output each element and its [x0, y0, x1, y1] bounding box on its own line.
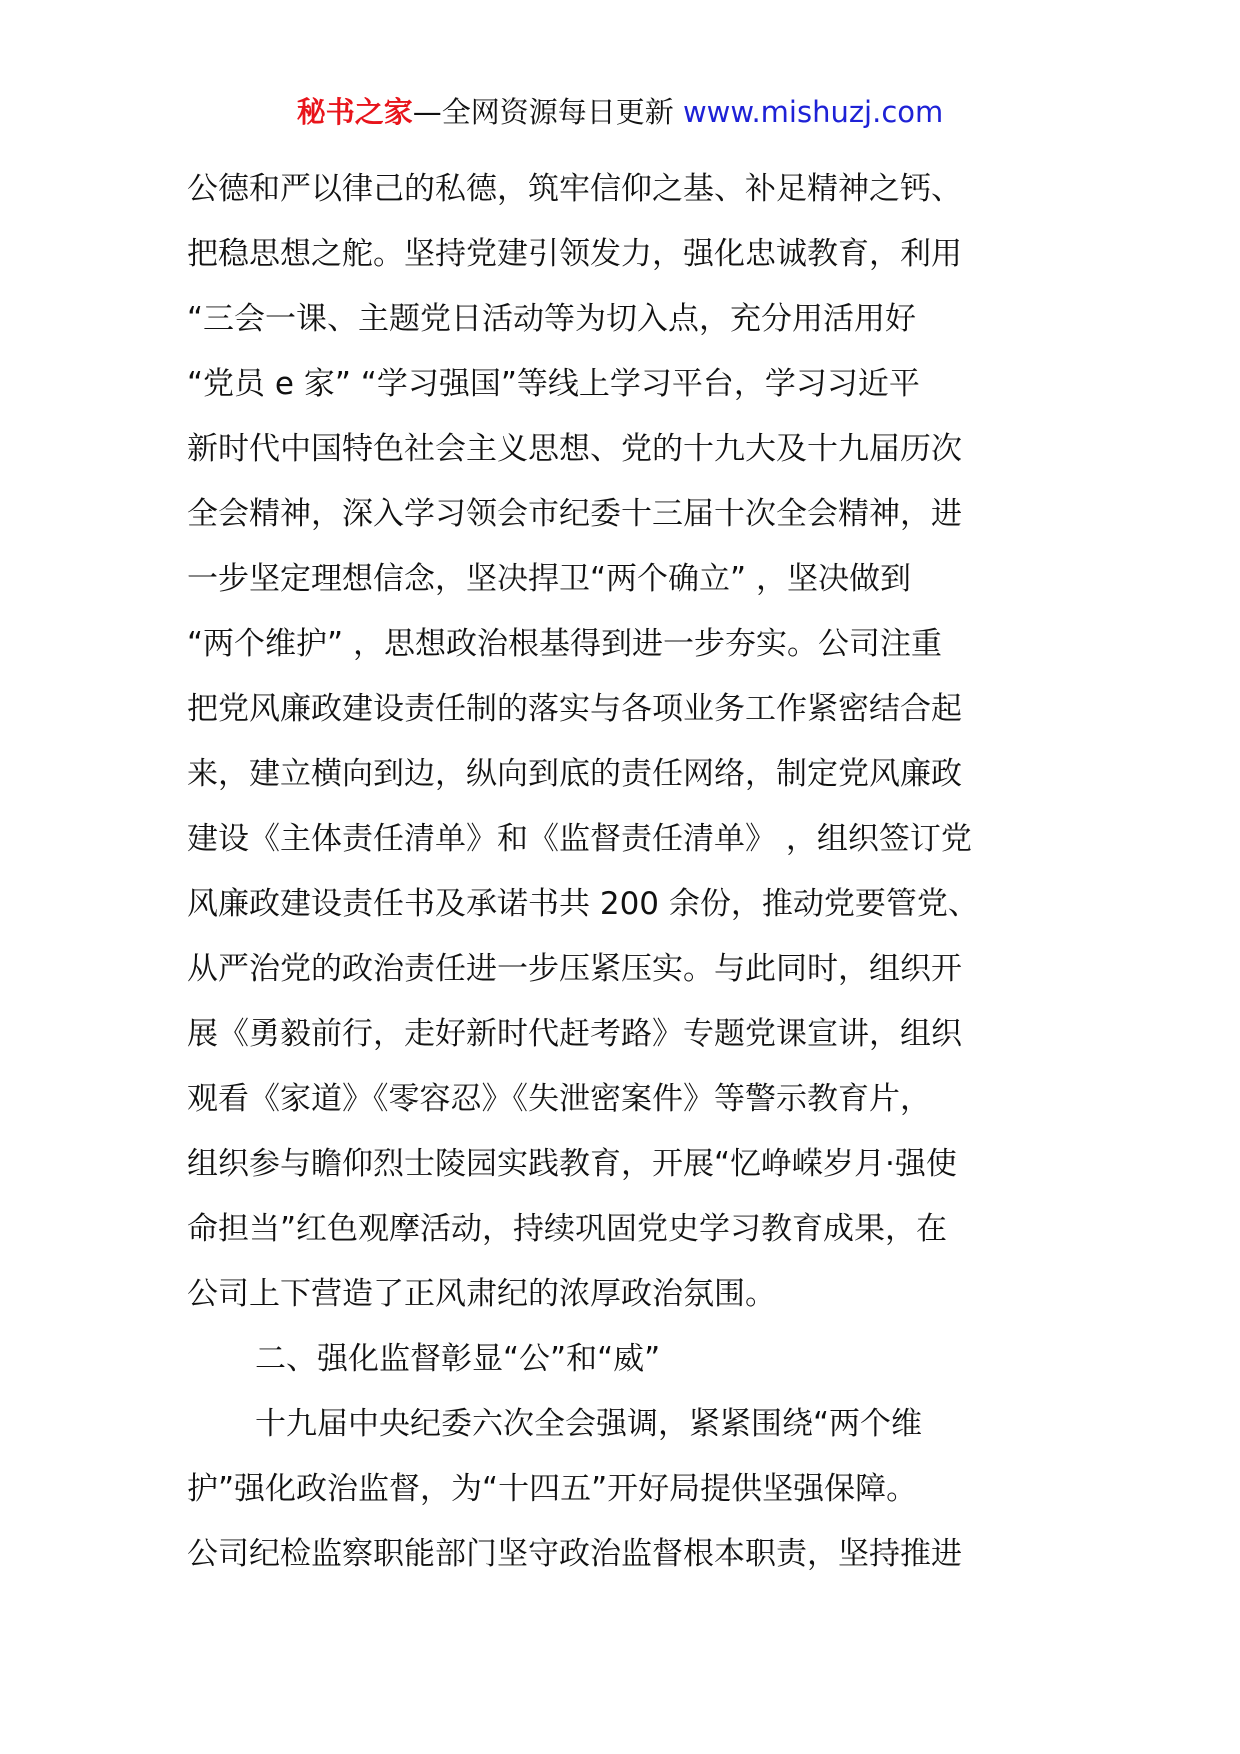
- text-line: “两个维护” ，思想政治根基得到进一步夯实。公司注重: [187, 626, 942, 662]
- header-slogan: —全网资源每日更新: [412, 95, 683, 129]
- text-line: 公司纪检监察职能部门坚守政治监督根本职责，坚持推进: [187, 1536, 962, 1572]
- text-line: 把稳思想之舵。坚持党建引领发力，强化忠诚教育，利用: [187, 236, 962, 272]
- text-line: “三会一课、主题党日活动等为切入点，充分用活用好: [187, 301, 917, 337]
- text-line: 公德和严以律己的私德，筑牢信仰之基、补足精神之钙、: [187, 171, 962, 207]
- site-url-link[interactable]: www.mishuzj.com: [682, 95, 944, 129]
- text-line: 命担当”红色观摩活动，持续巩固党史学习教育成果，在: [187, 1211, 948, 1247]
- text-line: 一步坚定理想信念，坚决捍卫“两个确立” ，坚决做到: [187, 561, 911, 597]
- text-line: “党员 e 家” “学习强国”等线上学习平台，学习习近平: [187, 366, 920, 402]
- text-line: 观看《家道》《零容忍》《失泄密案件》等警示教育片，: [187, 1081, 931, 1117]
- section-heading: 二、强化监督彰显“公”和“威”: [255, 1341, 661, 1377]
- text-line: 公司上下营造了正风肃纪的浓厚政治氛围。: [187, 1276, 776, 1312]
- text-line: 护”强化政治监督，为“十四五”开好局提供坚强保障。: [187, 1471, 918, 1507]
- text-line: 展《勇毅前行，走好新时代赶考路》专题党课宣讲，组织: [187, 1016, 962, 1052]
- document-body: [187, 157, 1057, 1587]
- text-line: 全会精神，深入学习领会市纪委十三届十次全会精神，进: [187, 496, 962, 532]
- text-line: 组织参与瞻仰烈士陵园实践教育，开展“忆峥嵘岁月·强使: [187, 1146, 957, 1182]
- text-line: 新时代中国特色社会主义思想、党的十九大及十九届历次: [187, 431, 962, 467]
- site-header: [0, 92, 1240, 132]
- text-line: 风廉政建设责任书及承诺书共 200 余份，推动党要管党、: [187, 886, 979, 922]
- text-line: 十九届中央纪委六次全会强调，紧紧围绕“两个维: [255, 1406, 923, 1442]
- text-line: 来，建立横向到边，纵向到底的责任网络，制定党风廉政: [187, 756, 962, 792]
- text-line: 把党风廉政建设责任制的落实与各项业务工作紧密结合起: [187, 691, 962, 727]
- text-line: 从严治党的政治责任进一步压紧压实。与此同时，组织开: [187, 951, 962, 987]
- brand-name: 秘书之家: [296, 95, 413, 129]
- text-line: 建设《主体责任清单》和《监督责任清单》 ，组织签订党: [187, 821, 972, 857]
